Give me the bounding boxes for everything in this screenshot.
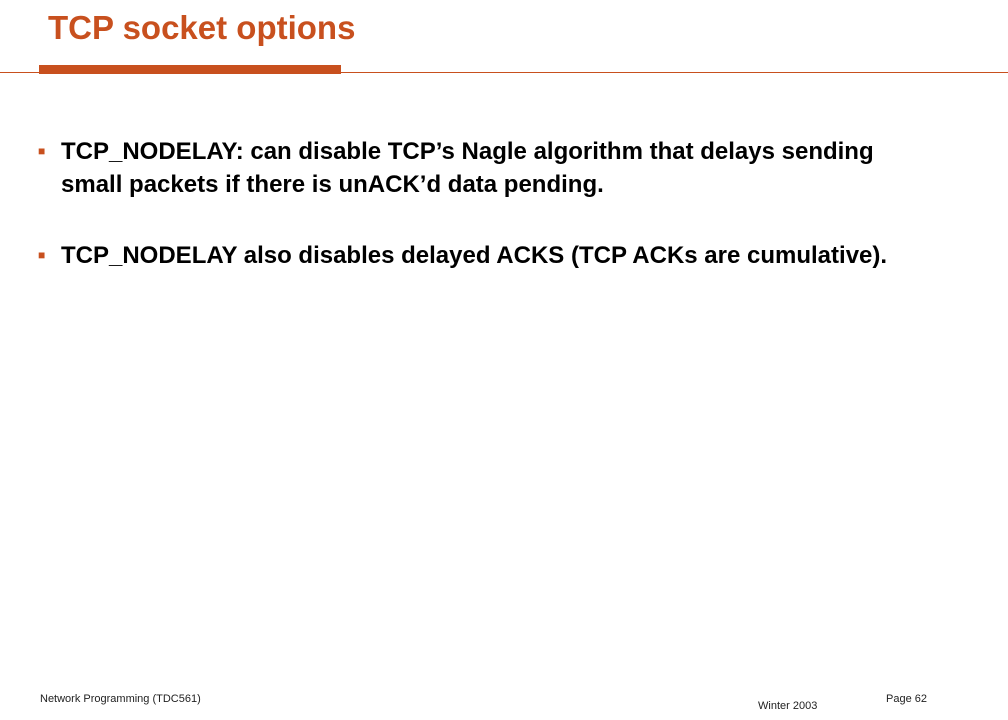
title-accent-bar [39,65,341,74]
bullet-text: TCP_NODELAY: can disable TCP’s Nagle algorithm that delays sending small packets if there is unACK’d data pending. [61,138,874,198]
slide-title: TCP socket options [48,9,356,46]
footer-course: Network Programming (TDC561) [40,693,201,705]
bullet-list [36,135,926,310]
footer-page-number: Page 62 [886,693,927,705]
bullet-item [36,239,926,272]
bullet-item [36,135,926,201]
footer-term: Winter 2003 [758,700,818,712]
bullet-text: TCP_NODELAY also disables delayed ACKS (TCP ACKs are cumulative). [61,242,888,269]
square-bullet-icon: ■ [38,144,46,158]
square-bullet-icon: ■ [38,248,46,262]
